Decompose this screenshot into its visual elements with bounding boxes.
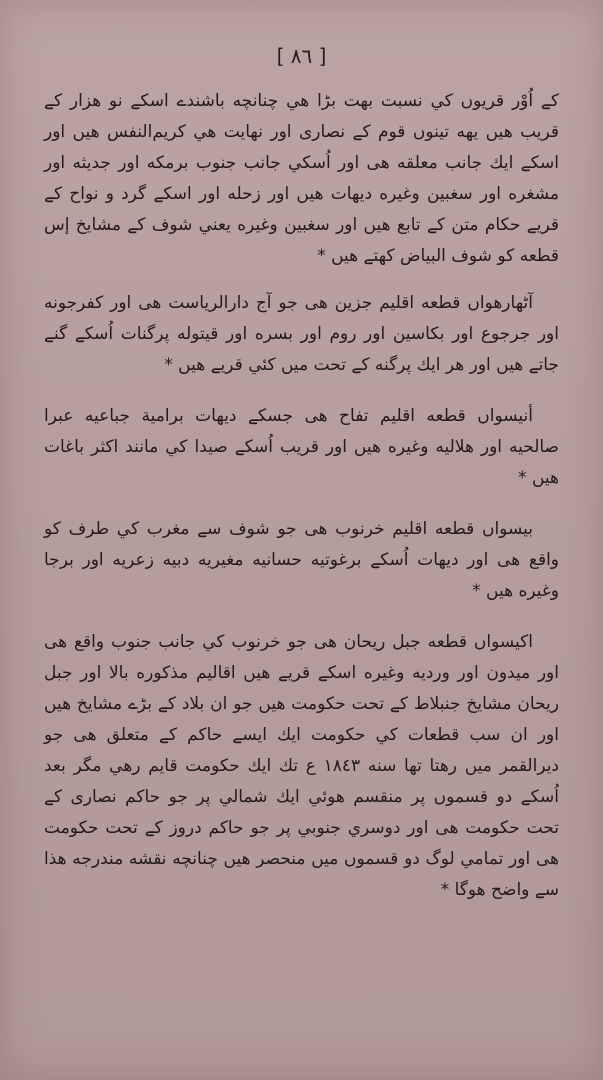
paragraph-2: آٹهارهواں قطعه اقليم جزين هى جو آج دارالرياست هى اور كفرجونه اور جرجوع اور بكاسين اور روم اور بسره اور قيتوله پرگنات اُسكے گنے جاتے هيں اور هر ايك پرگنه كے تحت ميں كئي قريے هيں * bbox=[44, 293, 559, 375]
paragraph-5: اكيسواں قطعه جبل ريحان هى جو خرنوب كي جانب جنوب واقع هى اور ميدون اور ورديه وغيره اسكے قريے هيں اقاليم مذكوره بالا اور جبل ريحان مشايخ جنبلاط كے تحت حكومت هيں جو ان بلاد كے بڑے مشايخ هيں اور ان سب قطعات كي حكومت ايك ايسے حاكم كے متعلق هى جو ديرالقمر ميں رهتا تها سنه ١٨٤٣ ع تك ايك حكومت قايم رهي مگر بعد اُسكے دو قسموں پر منقسم هوئي ايك شمالي پر جو حاكم نصارى كے تحت حكومت هى اور دوسري جنوبي پر جو حاكم دروز كے تحت حكومت هى اور تمامي لوگ دو قسموں ميں منحصر هيں چنانچه نقشه مندرجه هذا سے واضح هوگا * bbox=[44, 632, 559, 900]
page-body bbox=[44, 86, 559, 926]
paragraph-1: كے اُوْر قريوں كي نسبت بهت بڑا هي چنانچه باشندے اسكے نو هزار كے قريب هيں يهه تينوں قوم كے نصارى اور نهايت هي كريم‌النفس هيں اور اسكے ايك جانب معلقه هى اور اُسكي جانب جنوب برمكه اور جديثه اور مشغره اور سغبين وغيره ديهات هيں اور زحله اور اسكے گرد و نواح كے قريے حكام متن كے تابع هيں اور سغبين وغيره يعني شوف كے مشايخ إس قطعه كو شوف البياض كهتے هيں * bbox=[44, 91, 559, 266]
page-number: [ ٨٦ ] bbox=[276, 44, 327, 68]
paragraph-4: بيسواں قطعه اقليم خرنوب هى جو شوف سے مغرب كي طرف كو واقع هى اور ديهات اُسكے برغوتيه حسانيه مغيريه دبيه زعريه اور برجا وغيره هيں * bbox=[44, 519, 559, 601]
paragraph-3: أنيسواں قطعه اقليم تفاح هى جسكے ديهات برامية جباعيه عبرا صالحيه اور هلاليه وغيره هيں اور قريب اُسكے صيدا كي مانند اكثر باغات هيں * bbox=[44, 406, 559, 488]
